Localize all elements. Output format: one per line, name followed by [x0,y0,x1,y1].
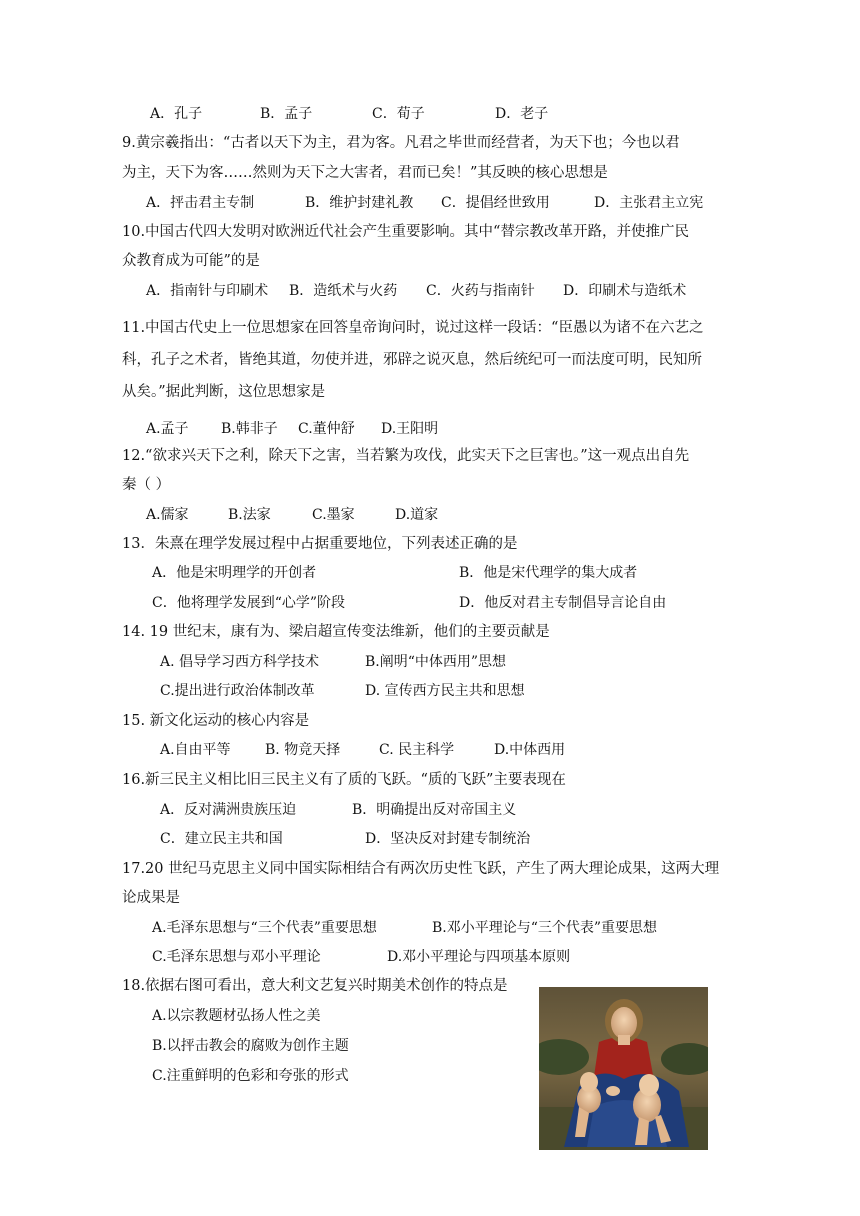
q12-option-b: B.法家 [228,507,271,523]
q10-stem-line2: 众教育成为可能”的是 [122,253,260,269]
q14-stem: 14. 19 世纪末，康有为、梁启超宣传变法维新，他们的主要贡献是 [122,624,550,640]
q10-option-c: C．火药与指南针 [426,283,535,299]
q16-option-d: D．坚决反对封建专制统治 [365,831,531,847]
q15-stem: 15. 新文化运动的核心内容是 [122,713,310,729]
q16-stem: 16.新三民主义相比旧三民主义有了质的飞跃。“质的飞跃”主要表现在 [122,772,566,788]
q13-stem: 13．朱熹在理学发展过程中占据重要地位，下列表述正确的是 [122,536,518,552]
q11-option-c: C.董仲舒 [298,421,355,437]
q17-stem-line2: 论成果是 [122,890,180,906]
q15-option-c: C. 民主科学 [379,742,455,758]
q14-option-c: C.提出进行政治体制改革 [160,683,315,699]
q8-option-a: A．孔子 [150,106,203,122]
q10-stem-line1: 10.中国古代四大发明对欧洲近代社会产生重要影响。其中“替宗教改革开路，并使推广民 [122,224,689,240]
q18-stem: 18.依据右图可看出，意大利文艺复兴时期美术创作的特点是 [122,978,508,994]
q15-option-a: A.自由平等 [160,742,231,758]
q17-stem-line1: 17.20 世纪马克思主义同中国实际相结合有两次历史性飞跃，产生了两大理论成果，这两大理 [122,861,720,877]
q12-option-c: C.墨家 [312,507,355,523]
q11-stem-line2: 科，孔子之术者，皆绝其道，勿使并进，邪辟之说灭息，然后统纪可一而法度可明，民知所 [122,352,702,368]
q9-stem-line2: 为主，天下为客……然则为天下之大害者，君而已矣！”其反映的核心思想是 [122,165,608,181]
q12-option-a: A.儒家 [146,507,189,523]
renaissance-madonna-painting [539,987,708,1150]
q8-option-d: D．老子 [495,106,549,122]
q13-option-b: B．他是宋代理学的集大成者 [459,565,638,581]
q8-option-b: B．孟子 [260,106,313,122]
q17-option-c: C.毛泽东思想与邓小平理论 [152,949,321,965]
q18-option-a: A.以宗教题材弘扬人性之美 [152,1008,321,1024]
q9-option-d: D．主张君主立宪 [594,195,704,211]
q16-option-a: A．反对满洲贵族压迫 [160,802,297,818]
q10-option-a: A．指南针与印刷术 [146,283,269,299]
q15-option-d: D.中体西用 [494,742,566,758]
q15-option-b: B. 物竞天择 [265,742,341,758]
q16-option-b: B．明确提出反对帝国主义 [352,802,517,818]
q17-option-b: B.邓小平理论与“三个代表”重要思想 [432,920,658,936]
q17-option-a: A.毛泽东思想与“三个代表”重要思想 [152,920,377,936]
q13-option-d: D．他反对君主专制倡导言论自由 [459,595,667,611]
q12-stem-line2: 秦（ ） [122,477,171,493]
q10-option-b: B．造纸术与火药 [289,283,398,299]
q17-option-d: D.邓小平理论与四项基本原则 [387,949,571,965]
q9-option-c: C．提倡经世致用 [441,195,550,211]
q12-stem-line1: 12.“欲求兴天下之利，除天下之害，当若繁为攻伐，此实天下之巨害也。”这一观点出自先 [122,448,690,464]
q9-option-a: A．抨击君主专制 [146,195,255,211]
q18-option-b: B.以抨击教会的腐败为创作主题 [152,1038,349,1054]
q11-option-a: A.孟子 [146,421,189,437]
q9-stem-line1: 9.黄宗羲指出：“古者以天下为主，君为客。凡君之毕世而经营者，为天下也；今也以君 [122,135,680,151]
q13-option-a: A．他是宋明理学的开创者 [152,565,317,581]
q13-option-c: C．他将理学发展到“心学”阶段 [152,595,346,611]
q11-stem-line3: 从矣。”据此判断，这位思想家是 [122,384,326,400]
q14-option-b: B.阐明“中体西用”思想 [365,654,507,670]
q16-option-c: C．建立民主共和国 [160,831,283,847]
q18-option-c: C.注重鲜明的色彩和夸张的形式 [152,1068,349,1084]
q12-option-d: D.道家 [395,507,439,523]
q14-option-a: A. 倡导学习西方科学技术 [160,654,320,670]
q9-option-b: B．维护封建礼教 [305,195,414,211]
q10-option-d: D．印刷术与造纸术 [563,283,687,299]
q11-stem-line1: 11.中国古代史上一位思想家在回答皇帝询问时，说过这样一段话：“臣愚以为诸不在六艺之 [122,320,704,336]
q11-option-d: D.王阳明 [381,421,439,437]
q14-option-d: D. 宣传西方民主共和思想 [365,683,525,699]
q8-option-c: C．荀子 [372,106,425,122]
q11-option-b: B.韩非子 [221,421,278,437]
